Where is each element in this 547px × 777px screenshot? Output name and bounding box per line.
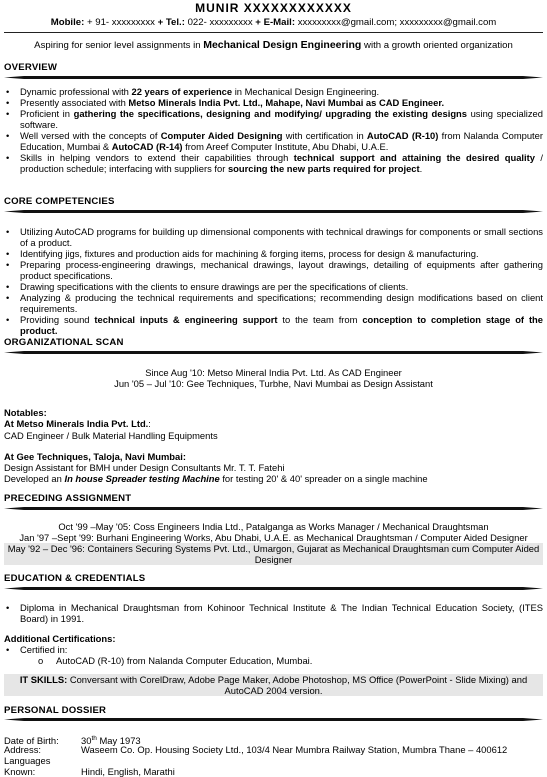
notables-gee-line2: Developed an In house Spreader testing Machine for testing 20' & 40' spreader on a single machine — [4, 473, 428, 484]
it-skills-label: IT SKILLS: — [19, 674, 68, 685]
notables-metso-role: CAD Engineer / Bulk Material Handling Equipments — [4, 430, 218, 441]
scan-line-previous: Jun '05 – Jul '10: Gee Techniques, Turbhe, Navi Mumbai as Design Assistant — [114, 378, 433, 389]
scan-divider — [4, 350, 543, 355]
competency-item: • Utilizing AutoCAD programs for building up dimensional components with technical drawings for components or small sections of a product. — [4, 226, 543, 248]
cert-item: o AutoCAD (R-10) from Nalanda Computer Education, Mumbai. — [38, 655, 313, 666]
personal-divider — [4, 717, 543, 722]
preceding-line-coss: Oct '99 –May '05: Coss Engineers India Ltd., Patalganga as Works Manager / Mechanical Draughtsman — [58, 521, 489, 532]
preceding-divider — [4, 506, 543, 511]
diploma-item: • Diploma in Mechanical Draughtsman from Kohinoor Technical Institute & The Indian Technical Education Society, (ITES Board) in 1991. — [4, 602, 543, 624]
dob-label: Date of Birth: — [4, 735, 59, 747]
address-label: Address: — [4, 744, 41, 755]
scan-line-current: Since Aug '10: Metso Mineral India Pvt. Ltd. As CAD Engineer — [145, 367, 402, 378]
additional-certifications-heading: Additional Certifications: — [4, 633, 116, 644]
certified-list — [4, 644, 543, 655]
competencies-divider — [4, 209, 543, 214]
education-divider — [4, 586, 543, 591]
certified-in-label: • Certified in: — [4, 644, 543, 655]
overview-item: • Skills in helping vendors to extend their capabilities through technical support and attaining the desired quality / production schedule; interfacing with suppliers for sourcing the new parts required for project. — [4, 152, 543, 174]
competencies-heading: CORE COMPETENCIES — [4, 196, 115, 207]
circle-bullet-icon: o — [38, 655, 44, 666]
it-skills-text: Conversant with CorelDraw, Adobe Page Maker, Adobe Photoshop, MS Office (PowerPoint - Slide Mixing) and AutoCAD 2004 version. — [67, 674, 528, 696]
competency-item: • Preparing process-engineering drawings, mechanical drawings, layout drawings, detailing of equipments after gathering product specifications. — [4, 259, 543, 281]
preceding-line-containers: May '92 – Dec '96: Containers Securing Systems Pvt. Ltd., Umargon, Gujarat as Mechanical Draughtsman cum Computer Aided Designer — [4, 543, 543, 565]
notables-heading: Notables: — [4, 407, 47, 418]
overview-item: • Well versed with the concepts of Computer Aided Designing with certification in AutoCAD (R-10) from Nalanda Computer Education, Mumbai & AutoCAD (R-14) from Areef Computer Institute, Abu Dhabi, U.A.E. — [4, 130, 543, 152]
dob-value: 30th May 1973 — [81, 735, 141, 747]
overview-divider — [4, 75, 543, 80]
education-heading: EDUCATION & CREDENTIALS — [4, 573, 146, 584]
address-row — [4, 744, 544, 755]
notables-gee-line1: Design Assistant for BMH under Design Consultants Mr. T. T. Fatehi — [4, 462, 285, 473]
overview-list — [4, 86, 543, 174]
notables-metso-heading: At Metso Minerals India Pvt. Ltd.: — [4, 418, 151, 429]
overview-item: • Dynamic professional with 22 years of experience in Mechanical Design Engineering. — [4, 86, 543, 97]
mobile-label: Mobile: — [50, 17, 85, 28]
competency-item: • Providing sound technical inputs & engineering support to the team from conception to completion stage of the product. — [4, 314, 543, 336]
languages-label: Languages Known: — [4, 755, 51, 777]
overview-item: • Proficient in gathering the specifications, designing and modifying/ upgrading the existing designs using specialized software. — [4, 108, 543, 130]
notables-gee-heading: At Gee Techniques, Taloja, Navi Mumbai: — [4, 451, 186, 462]
address-value: Waseem Co. Op. Housing Society Ltd., 103/4 Near Mumbra Railway Station, Mumbra Thane – 400612 — [81, 744, 508, 755]
languages-row — [4, 755, 544, 777]
overview-item: • Presently associated with Metso Minerals India Pvt. Ltd., Mahape, Navi Mumbai as CAD Engineer. — [4, 97, 543, 108]
candidate-name: MUNIR XXXXXXXXXXXX — [195, 1, 352, 15]
it-skills-box — [4, 674, 543, 696]
aspiration-suffix: with a growth oriented organization — [361, 40, 513, 51]
email-value: xxxxxxxxx@gmail.com; xxxxxxxxx@gmail.com — [297, 17, 497, 28]
competencies-list — [4, 226, 543, 336]
personal-heading: PERSONAL DOSSIER — [4, 705, 107, 716]
languages-value: Hindi, English, Marathi — [81, 766, 175, 777]
aspiration-field: Mechanical Design Engineering — [203, 39, 362, 51]
competency-item: • Analyzing & producing the technical requirements and specifications; recommending design modifications based on client requirements. — [4, 292, 543, 314]
competency-item: • Drawing specifications with the clients to ensure drawings are per the specifications of clients. — [4, 281, 543, 292]
email-label: + E-Mail: — [255, 17, 296, 28]
mobile-value: + 91- xxxxxxxxx — [86, 17, 155, 28]
aspiration-line — [0, 40, 547, 51]
competency-item: • Identifying jigs, fixtures and production aids for machining & forging items, process for design & manufacturing. — [4, 248, 543, 259]
contact-line — [0, 17, 547, 28]
tel-value: 022- xxxxxxxxx — [187, 17, 253, 28]
education-list — [4, 602, 543, 624]
preceding-heading: PRECEDING ASSIGNMENT — [4, 493, 132, 504]
aspiration-prefix: Aspiring for senior level assignments in — [34, 40, 204, 51]
header-divider — [4, 32, 543, 33]
overview-heading: OVERVIEW — [4, 62, 58, 73]
preceding-line-burhani: Jan '97 –Sept '99: Burhani Engineering Works, Abu Dhabi, U.A.E. as Mechanical Draughtsman / Computer Aided Designer — [19, 532, 528, 543]
scan-heading: ORGANIZATIONAL SCAN — [4, 337, 124, 348]
tel-label: + Tel.: — [157, 17, 185, 28]
